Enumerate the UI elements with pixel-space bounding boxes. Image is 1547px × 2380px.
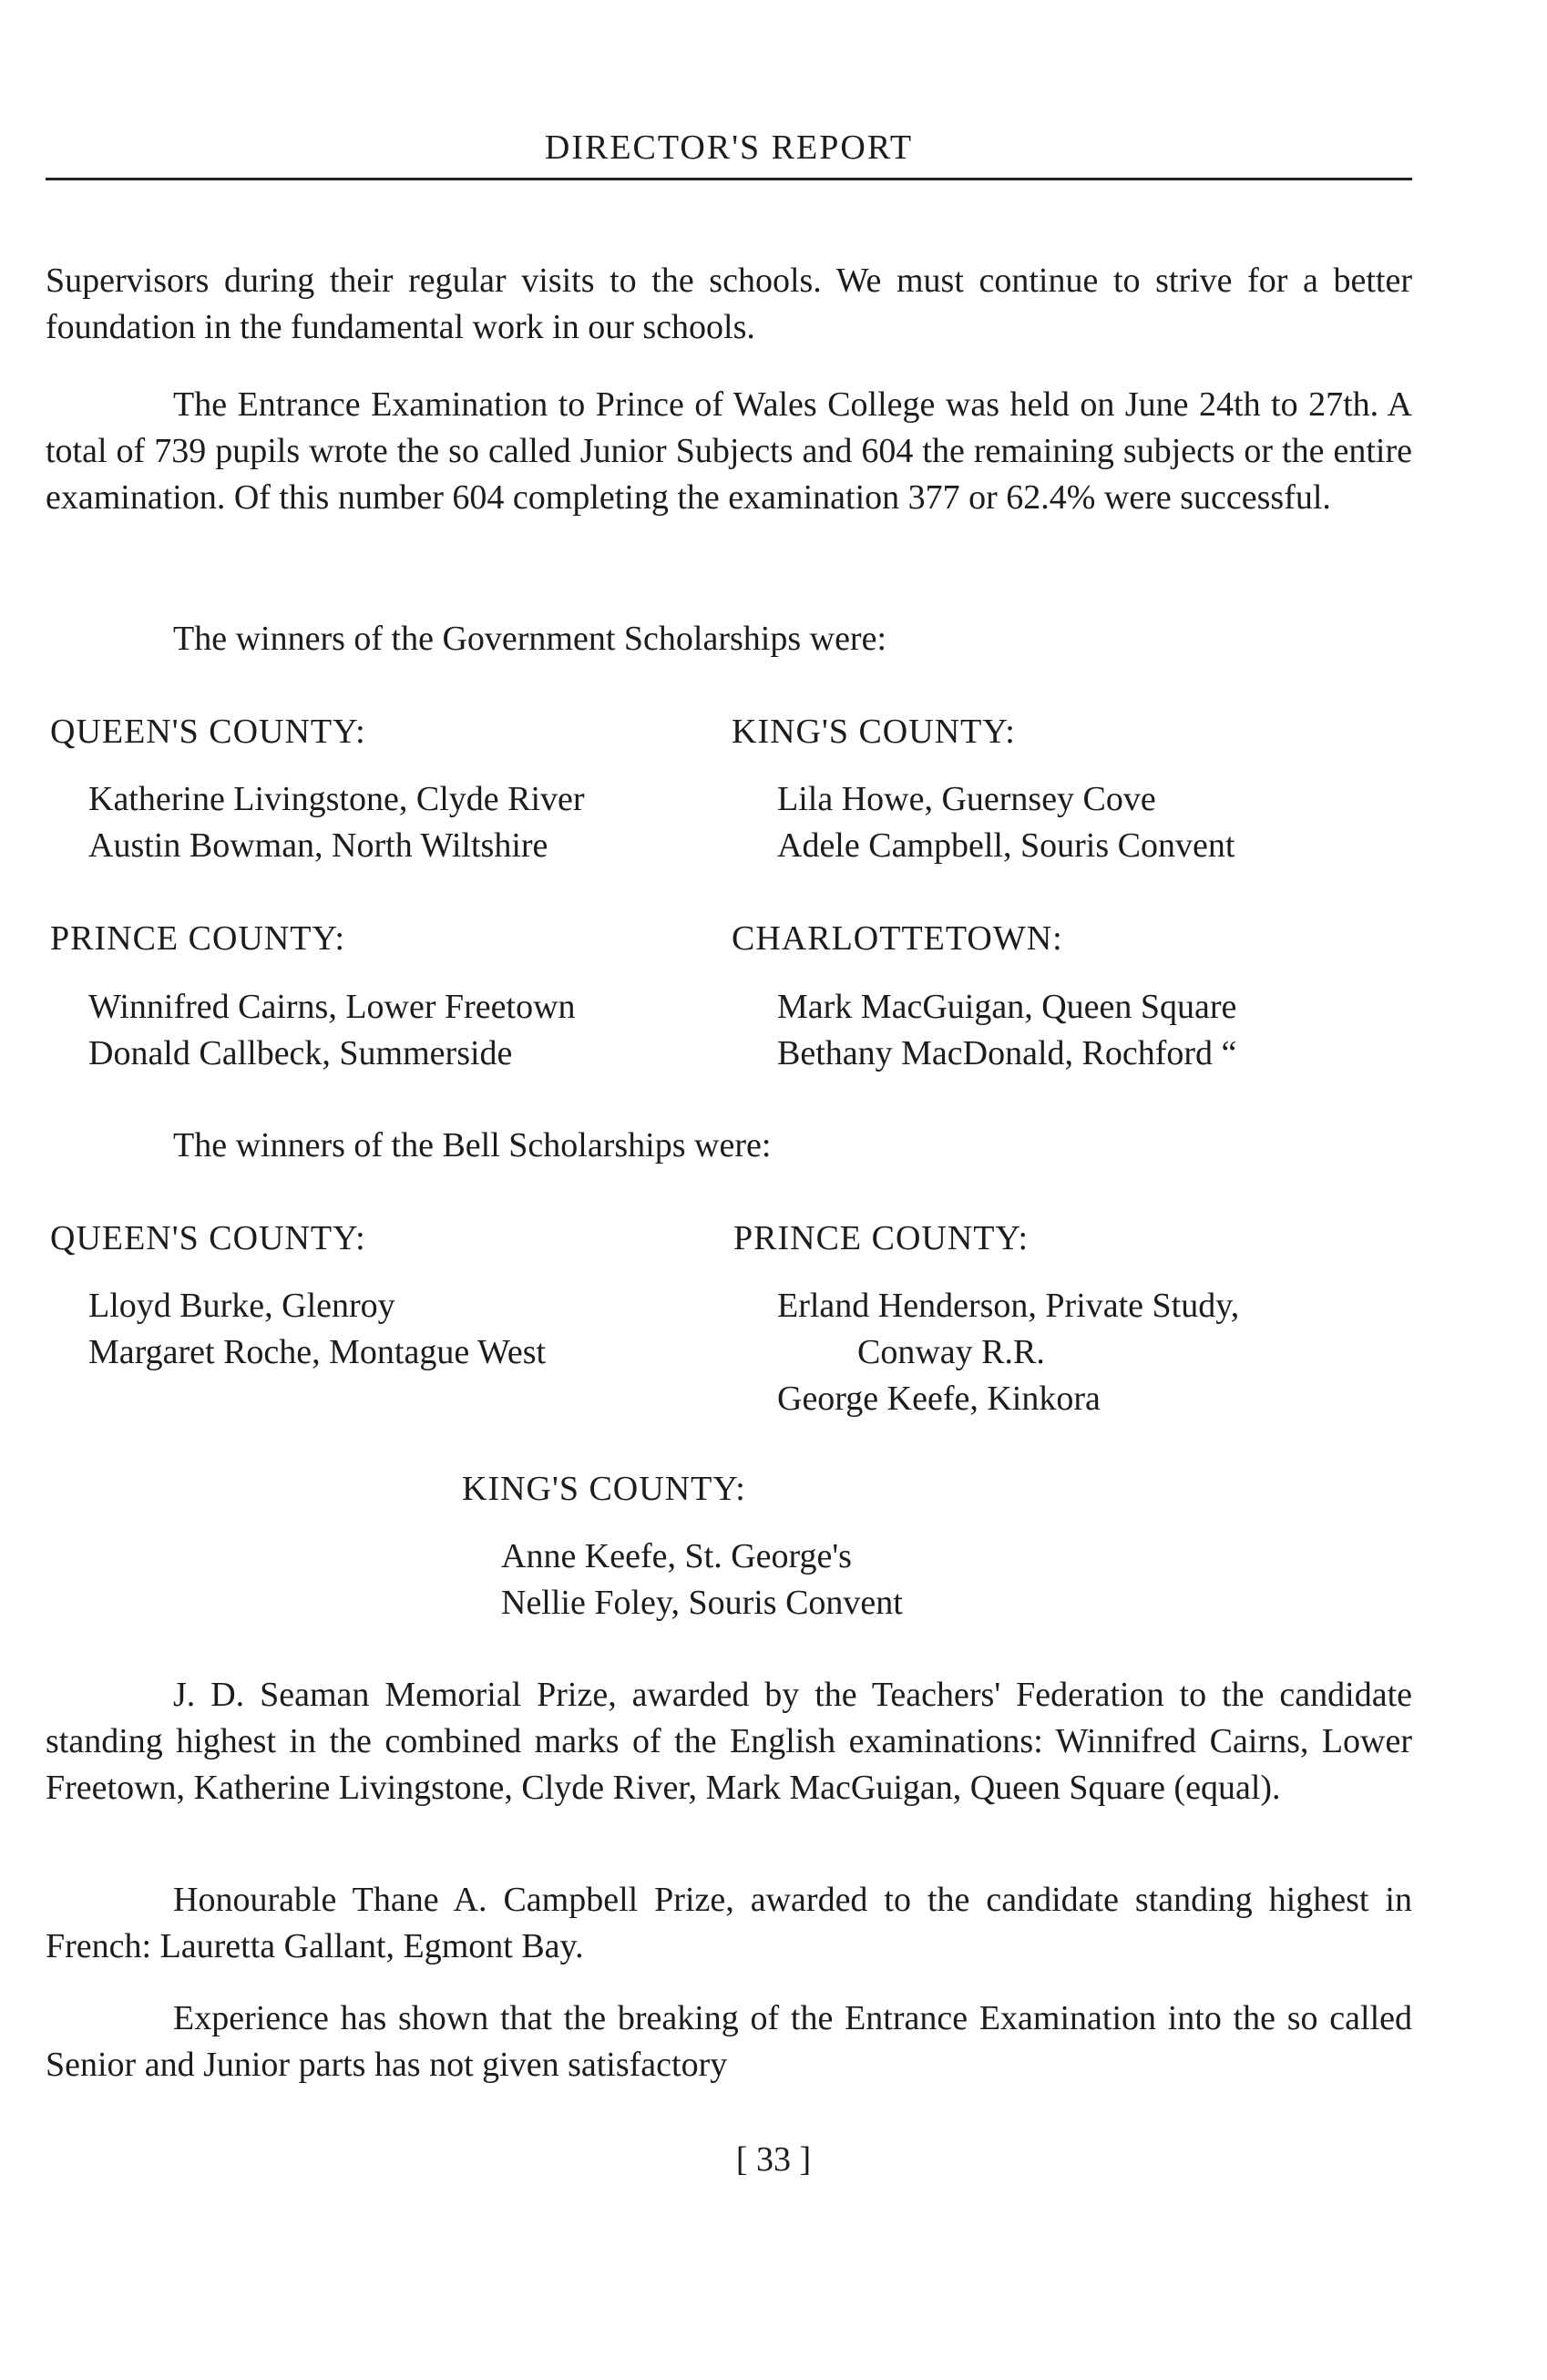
paragraph-bell-intro: The winners of the Bell Scholarships were: (173, 1126, 772, 1164)
winner-name: Nellie Foley, Souris Convent (501, 1584, 903, 1622)
winner-name: Katherine Livingstone, Clyde River (88, 780, 585, 818)
page-header: DIRECTOR'S REPORT (544, 128, 914, 167)
winner-name: Austin Bowman, North Wiltshire (88, 826, 548, 865)
gov-prince-heading: PRINCE COUNTY: (50, 919, 346, 958)
bell-queens-winners (88, 1283, 546, 1376)
winner-name: Margaret Roche, Montague West (88, 1333, 547, 1371)
paragraph-campbell-prize: Honourable Thane A. Campbell Prize, awarded to the candidate standing highest in French: Lauretta Gallant, Egmont Bay. (46, 1881, 1412, 1965)
gov-charlottetown-heading: CHARLOTTETOWN: (732, 919, 1063, 958)
page-number: [ 33 ] (735, 2140, 812, 2179)
winner-name: Lloyd Burke, Glenroy (88, 1287, 395, 1325)
paragraph-seaman-prize: J. D. Seaman Memorial Prize, awarded by the Teachers' Federation to the candidate standing highest in the combined marks of the English examinations: Winnifred Cairns, Lower Freetown, Katherine Livingstone, Clyde River, Mark MacGuigan, Queen Square (equal). (46, 1676, 1412, 1807)
gov-kings-winners (777, 776, 1235, 869)
bell-kings-heading: KING'S COUNTY: (462, 1470, 746, 1508)
winner-name: George Keefe, Kinkora (777, 1380, 1101, 1418)
gov-charlottetown-winners (777, 984, 1236, 1077)
gov-queens-heading: QUEEN'S COUNTY: (50, 713, 366, 751)
paragraph-supervisors: Supervisors during their regular visits to the schools. We must continue to strive for a better foundation in the fundamental work in our schools. (46, 262, 1412, 346)
bell-prince-winners (777, 1283, 1239, 1422)
gov-prince-winners (88, 984, 576, 1077)
gov-queens-winners (88, 776, 585, 869)
paragraph-entrance-exam: The Entrance Examination to Prince of Wales College was held on June 24th to 27th. A total of 739 pupils wrote the so called Junior Subjects and 604 the remaining subjects or the entire examination. Of this number 604 completing the examination 377 or 62.4% were successful. (46, 385, 1412, 517)
winner-name-continuation: Conway R.R. (857, 1333, 1045, 1371)
bell-queens-heading: QUEEN'S COUNTY: (50, 1219, 366, 1257)
winner-name: Anne Keefe, St. George's (501, 1537, 852, 1575)
paragraph-government-intro: The winners of the Government Scholarships were: (173, 620, 887, 658)
winner-name: Adele Campbell, Souris Convent (777, 826, 1235, 865)
header-rule (46, 178, 1412, 180)
winner-name: Lila Howe, Guernsey Cove (777, 780, 1156, 818)
gov-kings-heading: KING'S COUNTY: (732, 713, 1016, 751)
paragraph-experience: Experience has shown that the breaking of the Entrance Examination into the so called Senior and Junior parts has not given satisfactory (46, 1999, 1412, 2084)
winner-name: Mark MacGuigan, Queen Square (777, 988, 1237, 1026)
bell-prince-heading: PRINCE COUNTY: (733, 1219, 1030, 1257)
bell-kings-winners (501, 1534, 903, 1626)
winner-name: Bethany MacDonald, Rochford “ (777, 1034, 1237, 1072)
winner-name: Winnifred Cairns, Lower Freetown (88, 988, 576, 1026)
winner-name: Donald Callbeck, Summerside (88, 1034, 513, 1072)
winner-name: Erland Henderson, Private Study, (777, 1287, 1240, 1325)
